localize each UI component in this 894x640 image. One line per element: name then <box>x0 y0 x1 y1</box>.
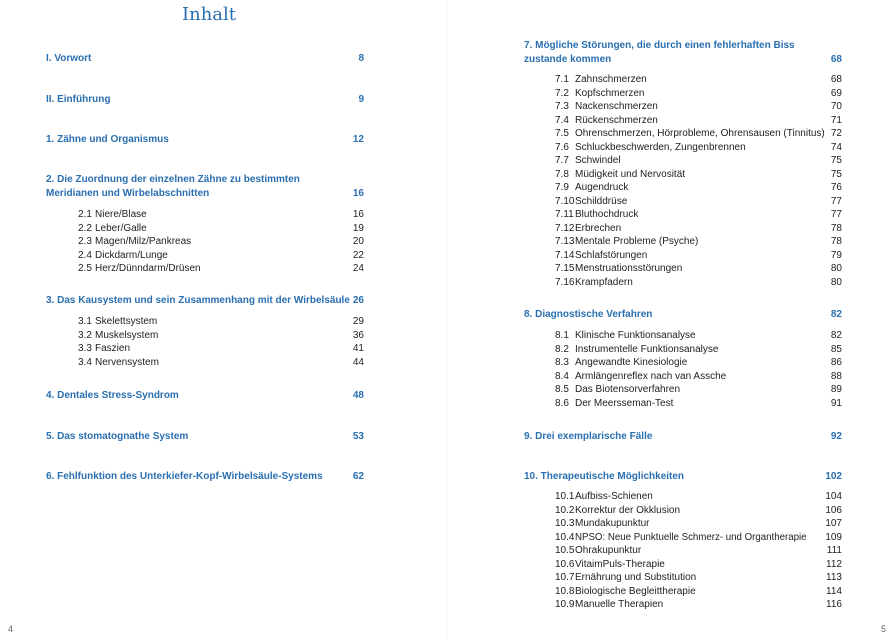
section-title: 8. Diagnostische Verfahren <box>524 309 653 320</box>
entry-page: 69 <box>830 87 842 99</box>
entry-page: 16 <box>352 209 364 220</box>
entry-page: 85 <box>830 343 842 355</box>
section-title: 3. Das Kausystem und sein Zusammenhang mit der Wirbelsäule <box>46 295 350 306</box>
entry-title: Muskelsystem <box>95 329 159 341</box>
section-page: 9 <box>358 94 364 105</box>
entry-number: 8.2 <box>555 343 569 355</box>
entry-number: 8.5 <box>555 384 569 395</box>
entry-page: 20 <box>352 236 364 247</box>
toc-entry-7-10[interactable] <box>555 195 842 209</box>
entry-title: Leber/Galle <box>95 222 147 234</box>
entry-title: Müdigkeit und Nervosität <box>575 168 686 180</box>
entry-title: Angewandte Kinesiologie <box>575 357 688 368</box>
entry-page: 80 <box>830 276 842 288</box>
toc-entry-10-8[interactable] <box>555 585 842 599</box>
toc-entry-7-15[interactable] <box>555 262 842 276</box>
entry-number: 7.13 <box>555 236 575 247</box>
entry-page: 71 <box>830 114 842 126</box>
entry-number: 10.3 <box>555 518 575 529</box>
section-page: 8 <box>358 53 364 64</box>
entry-page: 24 <box>352 263 364 274</box>
entry-number: 8.6 <box>555 397 569 409</box>
entry-page: 112 <box>826 558 842 570</box>
entry-number: 2.1 <box>78 209 92 220</box>
entry-number: 10.9 <box>555 599 575 610</box>
entry-number: 2.4 <box>78 249 92 261</box>
entry-number: 7.11 <box>555 209 574 220</box>
entry-page: 22 <box>352 249 364 261</box>
toc-entry-2-2[interactable] <box>78 222 364 236</box>
entry-title: Mentale Probleme (Psyche) <box>575 236 699 247</box>
entry-title: Ernährung und Substitution <box>575 572 697 583</box>
entry-number: 7.6 <box>555 141 569 153</box>
toc-entry-7-13[interactable] <box>555 235 842 249</box>
section-page: 102 <box>825 471 842 482</box>
entry-number: 3.3 <box>78 343 92 354</box>
entry-title: Zahnschmerzen <box>575 74 647 85</box>
toc-entry-10-6[interactable] <box>555 558 842 572</box>
entry-title: Biologische Begleittherapie <box>575 585 696 597</box>
entry-number: 10.6 <box>555 558 575 570</box>
section-title-line-1: 2. Die Zuordnung der einzelnen Zähne zu bestimmten <box>46 174 300 185</box>
section-page: 92 <box>830 431 842 442</box>
entry-number: 3.1 <box>78 316 92 327</box>
toc-entry-10-5[interactable] <box>555 544 842 558</box>
entry-title: Schilddrüse <box>575 195 628 207</box>
toc-entry-10-9[interactable] <box>555 598 842 612</box>
section-title-line-2: Meridianen und Wirbelabschnitten <box>46 188 210 199</box>
entry-number: 7.2 <box>555 87 569 99</box>
toc-entry-8-5[interactable] <box>555 383 842 397</box>
entry-page: 106 <box>825 504 842 516</box>
section-title: 6. Fehlfunktion des Unterkiefer-Kopf-Wirbelsäule-Systems <box>46 471 323 482</box>
entry-page: 89 <box>830 384 842 395</box>
entry-title: Menstruationsstörungen <box>575 263 683 274</box>
toc-entry-3-2[interactable] <box>78 329 364 343</box>
toc-entry-7-3[interactable] <box>555 100 842 114</box>
entry-page: 78 <box>830 236 842 247</box>
entry-title: Nervensystem <box>95 356 159 368</box>
entry-number: 7.7 <box>555 155 569 166</box>
toc-entry-10-3[interactable] <box>555 517 842 531</box>
entry-number: 7.15 <box>555 263 575 274</box>
toc-entry-3-3[interactable] <box>78 342 364 356</box>
toc-entry-8-2[interactable] <box>555 343 842 357</box>
entry-number: 7.14 <box>555 249 575 261</box>
toc-entry-2-1[interactable] <box>78 208 364 222</box>
toc-entry-7-1[interactable] <box>555 73 842 87</box>
entry-page: 74 <box>830 141 842 153</box>
section-title-line-2: zustande kommen <box>524 54 612 65</box>
entry-page: 80 <box>830 263 842 274</box>
entry-number: 10.5 <box>555 545 575 556</box>
entry-title: Magen/Milz/Pankreas <box>95 236 192 247</box>
entry-title: Faszien <box>95 343 131 354</box>
entry-page: 41 <box>352 343 364 354</box>
section-page: 48 <box>352 390 364 401</box>
page-number-left: 4 <box>8 624 14 634</box>
entry-title: Erbrechen <box>575 222 622 234</box>
section-title: 5. Das stomatognathe System <box>46 431 189 442</box>
entry-page: 29 <box>352 316 364 327</box>
entry-title: Manuelle Therapien <box>575 599 664 610</box>
entry-page: 19 <box>352 222 364 234</box>
section-page: 62 <box>352 471 364 482</box>
entry-number: 7.9 <box>555 182 569 193</box>
section-title: 4. Dentales Stress-Syndrom <box>46 390 179 401</box>
entry-page: 79 <box>830 249 842 261</box>
entry-title: Instrumentelle Funktionsanalyse <box>575 343 719 355</box>
toc-entry-10-7[interactable] <box>555 571 842 585</box>
entry-page: 114 <box>826 585 842 597</box>
entry-number: 2.3 <box>78 236 92 247</box>
page-title: Inhalt <box>182 4 237 25</box>
entry-page: 104 <box>825 491 842 502</box>
entry-page: 109 <box>825 531 842 543</box>
toc-section-5[interactable] <box>46 430 364 444</box>
toc-section-7[interactable] <box>524 39 842 67</box>
entry-number: 7.4 <box>555 114 569 126</box>
entry-number: 10.1 <box>555 491 575 502</box>
entry-title: Skelettsystem <box>95 316 158 327</box>
toc-entry-7-6[interactable] <box>555 141 842 155</box>
toc-section-9[interactable] <box>524 430 842 444</box>
entry-title: NPSO: Neue Punktuelle Schmerz- und Organtherapie <box>575 531 807 543</box>
toc-section-10[interactable] <box>524 470 842 484</box>
toc-section-vorwort[interactable] <box>46 52 364 66</box>
entry-page: 70 <box>830 101 842 112</box>
entry-title: Herz/Dünndarm/Drüsen <box>95 263 201 274</box>
entry-number: 10.7 <box>555 572 575 583</box>
entry-number: 10.2 <box>555 504 575 516</box>
toc-entry-3-4[interactable] <box>78 356 364 370</box>
toc-entry-7-2[interactable] <box>555 87 842 101</box>
entry-page: 36 <box>352 329 364 341</box>
entry-title: Der Meersseman-Test <box>575 397 674 409</box>
toc-entry-2-3[interactable] <box>78 235 364 249</box>
entry-number: 2.2 <box>78 222 92 234</box>
section-title: II. Einführung <box>46 94 111 105</box>
entry-title: Klinische Funktionsanalyse <box>575 330 696 341</box>
entry-title: Schlafstörungen <box>575 249 648 261</box>
section-page: 26 <box>352 295 364 306</box>
section-page: 53 <box>352 431 364 442</box>
toc-section-1[interactable] <box>46 133 364 147</box>
toc-entry-7-5[interactable] <box>555 127 842 141</box>
entry-title: Aufbiss-Schienen <box>575 491 653 502</box>
section-page: 16 <box>352 188 364 199</box>
entry-title: Dickdarm/Lunge <box>95 249 168 261</box>
entry-number: 2.5 <box>78 263 92 274</box>
toc-entry-8-4[interactable] <box>555 370 842 384</box>
toc-section-6[interactable] <box>46 470 364 484</box>
entry-title: Augendruck <box>575 182 629 193</box>
entry-number: 7.16 <box>555 276 575 288</box>
entry-number: 7.5 <box>555 128 569 139</box>
entry-number: 8.4 <box>555 370 569 382</box>
entry-page: 78 <box>830 222 842 234</box>
toc-entry-10-4[interactable] <box>555 531 842 545</box>
section-title: I. Vorwort <box>46 53 92 64</box>
entry-page: 107 <box>825 518 842 529</box>
toc-entry-3-1[interactable] <box>78 315 364 329</box>
right-page <box>447 0 894 640</box>
entry-title: VitaimPuls-Therapie <box>575 558 665 570</box>
toc-entry-7-4[interactable] <box>555 114 842 128</box>
entry-number: 10.8 <box>555 585 575 597</box>
entry-title: Armlängenreflex nach van Assche <box>575 370 727 382</box>
toc-entry-7-11[interactable] <box>555 208 842 222</box>
entry-title: Bluthochdruck <box>575 209 639 220</box>
entry-title: Ohrenschmerzen, Hörprobleme, Ohrensausen (Tinnitus) <box>575 128 825 139</box>
toc-entry-8-6[interactable] <box>555 397 842 411</box>
toc-entry-7-8[interactable] <box>555 168 842 182</box>
entry-page: 82 <box>830 330 842 341</box>
section-title: 9. Drei exemplarische Fälle <box>524 431 653 442</box>
entry-title: Kopfschmerzen <box>575 87 645 99</box>
section-page: 12 <box>352 134 364 145</box>
entry-number: 3.2 <box>78 329 92 341</box>
entry-page: 111 <box>826 545 842 556</box>
entry-title: Mundakupunktur <box>575 518 650 529</box>
entry-page: 91 <box>830 397 842 409</box>
page-number-right: 5 <box>880 624 886 634</box>
toc-entry-10-1[interactable] <box>555 490 842 504</box>
section-title: 1. Zähne und Organismus <box>46 134 169 145</box>
section-title-line-1: 7. Mögliche Störungen, die durch einen fehlerhaften Biss <box>524 40 795 51</box>
toc-entry-7-7[interactable] <box>555 154 842 168</box>
toc-section-2[interactable] <box>46 173 364 201</box>
entry-title: Schluckbeschwerden, Zungenbrennen <box>575 141 746 153</box>
toc-entry-7-14[interactable] <box>555 249 842 263</box>
entry-page: 72 <box>830 128 842 139</box>
toc-entry-8-1[interactable] <box>555 329 842 343</box>
entry-title: Das Biotensorverfahren <box>575 384 681 395</box>
entry-number: 7.1 <box>555 74 569 85</box>
toc-section-einfuehrung[interactable] <box>46 93 364 107</box>
entry-number: 7.10 <box>555 195 575 207</box>
entry-number: 3.4 <box>78 356 92 368</box>
entry-number: 10.4 <box>555 531 575 543</box>
entry-page: 76 <box>830 182 842 193</box>
entry-page: 77 <box>830 209 842 220</box>
entry-title: Niere/Blase <box>95 209 147 220</box>
section-page: 68 <box>830 54 842 65</box>
entry-page: 77 <box>830 195 842 207</box>
entry-page: 75 <box>830 155 842 166</box>
entry-number: 8.1 <box>555 330 569 341</box>
entry-title: Ohrakupunktur <box>575 545 642 556</box>
toc-entry-7-16[interactable] <box>555 276 842 290</box>
toc-section-8[interactable] <box>524 308 842 322</box>
entry-title: Nackenschmerzen <box>575 101 658 112</box>
section-title: 10. Therapeutische Möglichkeiten <box>524 471 685 482</box>
toc-entry-8-3[interactable] <box>555 356 842 370</box>
entry-page: 75 <box>830 168 842 180</box>
toc-entry-10-2[interactable] <box>555 504 842 518</box>
entry-number: 8.3 <box>555 357 569 368</box>
entry-page: 116 <box>826 599 842 610</box>
entry-page: 68 <box>830 74 842 85</box>
toc-section-4[interactable] <box>46 389 364 403</box>
entry-number: 7.12 <box>555 222 575 234</box>
entry-title: Krampfadern <box>575 276 633 288</box>
section-page: 82 <box>830 309 842 320</box>
toc-entry-2-4[interactable] <box>78 249 364 263</box>
entry-title: Rückenschmerzen <box>575 114 658 126</box>
entry-number: 7.8 <box>555 168 569 180</box>
entry-number: 7.3 <box>555 101 569 112</box>
entry-title: Korrektur der Okklusion <box>575 504 681 516</box>
toc-entry-7-9[interactable] <box>555 181 842 195</box>
entry-title: Schwindel <box>575 155 621 166</box>
toc-entry-7-12[interactable] <box>555 222 842 236</box>
entry-page: 86 <box>830 357 842 368</box>
entry-page: 113 <box>826 572 842 583</box>
toc-entry-2-5[interactable] <box>78 262 364 276</box>
entry-page: 88 <box>830 370 842 382</box>
toc-section-3[interactable] <box>46 294 364 308</box>
entry-page: 44 <box>352 356 364 368</box>
